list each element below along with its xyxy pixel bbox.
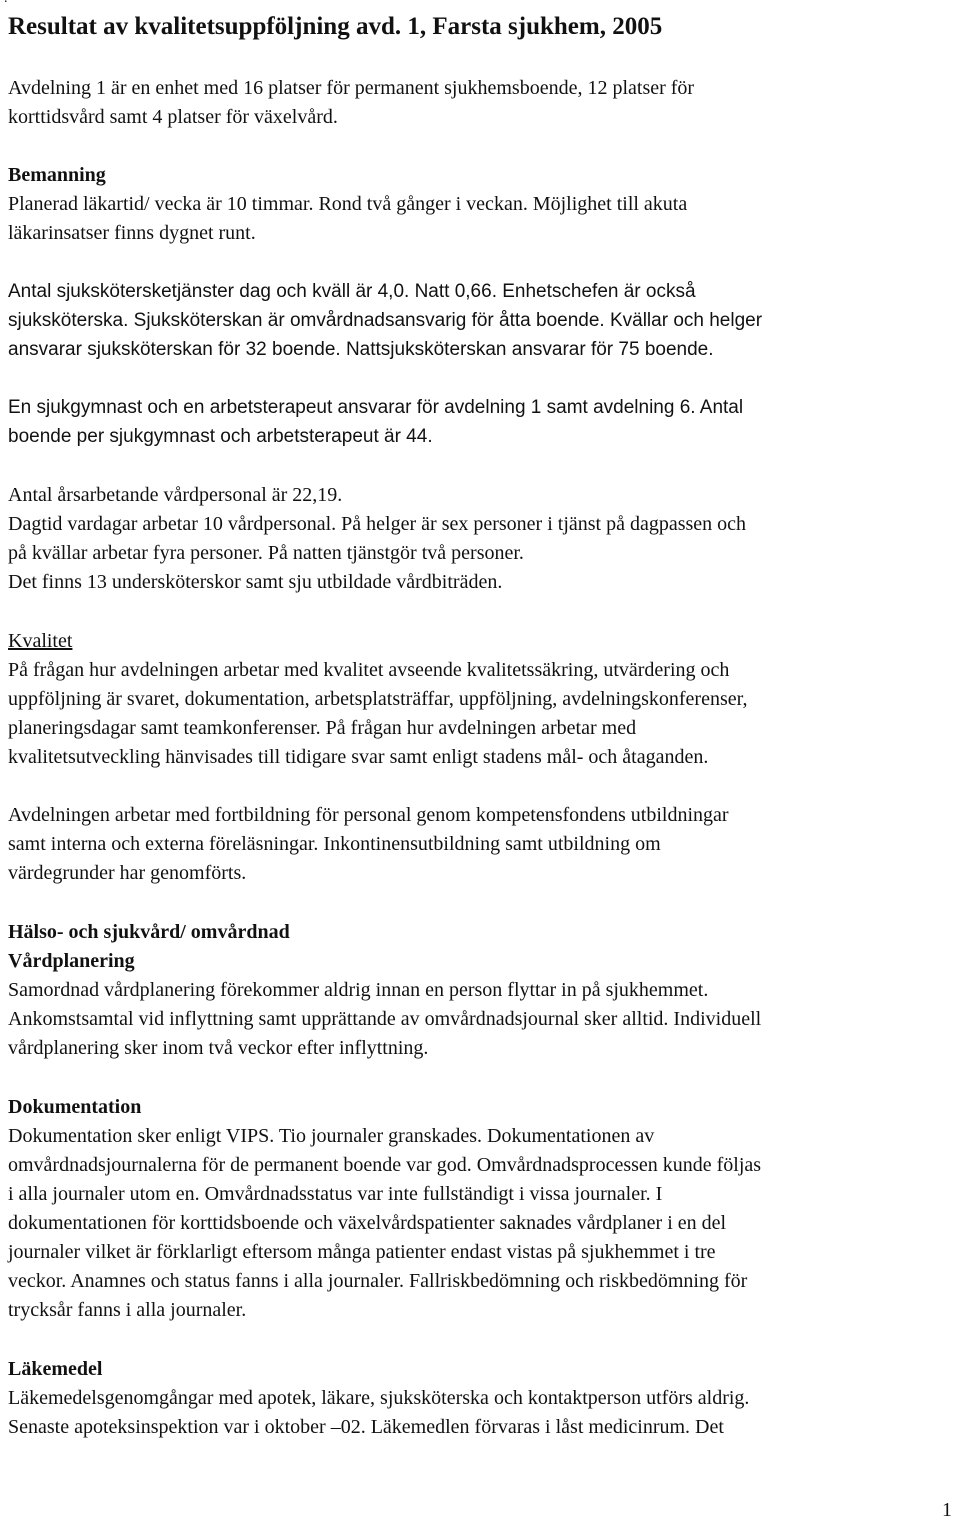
bemanning-paragraph-4: Antal årsarbetande vårdpersonal är 22,19. Dagtid vardagar arbetar 10 vårdpersonal. På helger är sex personer i tjänst på dagpassen och på kvällar arbetar fyra personer. På natten tjänstgör två personer. Det finns 13 undersköterskor samt sju utbildade vårdbiträden. xyxy=(8,484,747,593)
page-number: 1 xyxy=(942,1499,952,1521)
lakemedel-paragraph: Läkemedelsgenomgångar med apotek, läkare, sjuksköterska och kontaktperson utförs aldrig. Senaste apoteksinspektion var i oktober –02. Läkemedlen förvaras i låst medicinrum. Det xyxy=(8,1387,750,1438)
page-title: Resultat av kvalitetsuppföljning avd. 1, Farsta sjukhem, 2005 xyxy=(8,13,663,40)
bemanning-paragraph-1: Planerad läkartid/ vecka är 10 timmar. Rond två gånger i veckan. Möjlighet till akuta läkarinsatser finns dygnet runt. xyxy=(8,193,688,244)
section-heading-bemanning: Bemanning xyxy=(8,164,106,186)
bemanning-paragraph-2: Antal sjukskötersketjänster dag och kväll är 4,0. Natt 0,66. Enhetschefen är också sjuksköterska. Sjuksköterskan är omvårdnadsansvarig för åtta boende. Kvällar och helger ansvarar sjuksköterskan för 32 boende. Nattsjuksköterskan ansvarar för 75 boende. xyxy=(8,281,763,360)
corner-mark xyxy=(4,0,8,6)
subheading-vardplanering: Vårdplanering xyxy=(8,950,135,972)
section-heading-kvalitet: Kvalitet xyxy=(8,630,73,652)
dokumentation-paragraph: Dokumentation sker enligt VIPS. Tio journaler granskades. Dokumentationen av omvårdnadsjournalerna för de permanent boende var god. Omvårdnadsprocessen kunde följas i alla journaler utom en. Omvårdnadsstatus var inte fullständigt i vissa journaler. I dokumentationen för korttidsboende och växelvårdspatienter saknades vårdplaner i en del journaler vilket är förklarligt eftersom många patienter endast vistas på sjukhemmet i tre veckor. Anamnes och status fanns i alla journaler. Fallriskbedömning och riskbedömning för trycksår fanns i alla journaler. xyxy=(8,1125,762,1321)
section-heading-halso-sjukvard: Hälso- och sjukvård/ omvårdnad xyxy=(8,921,290,943)
bemanning-paragraph-3: En sjukgymnast och en arbetsterapeut ansvarar för avdelning 1 samt avdelning 6. Antal boende per sjukgymnast och arbetsterapeut är 44. xyxy=(8,397,744,447)
kvalitet-paragraph-1: På frågan hur avdelningen arbetar med kvalitet avseende kvalitetssäkring, utvärdering och uppföljning är svaret, dokumentation, arbetsplatsträffar, uppföljning, avdelningskonferenser, planeringsdagar samt teamkonferenser. På frågan hur avdelningen arbetar med kvalitetsutveckling hänvisades till tidigare svar samt enligt stadens mål- och åtaganden. xyxy=(8,659,748,768)
intro-paragraph: Avdelning 1 är en enhet med 16 platser för permanent sjukhemsboende, 12 platser för korttidsvård samt 4 platser för växelvård. xyxy=(8,77,695,128)
section-heading-lakemedel: Läkemedel xyxy=(8,1358,103,1380)
kvalitet-paragraph-2: Avdelningen arbetar med fortbildning för personal genom kompetensfondens utbildningar samt interna och externa föreläsningar. Inkontinensutbildning samt utbildning om värdegrunder har genomförts. xyxy=(8,804,729,884)
section-heading-dokumentation: Dokumentation xyxy=(8,1096,142,1118)
vardplanering-paragraph: Samordnad vårdplanering förekommer aldrig innan en person flyttar in på sjukhemmet. Ankomstsamtal vid inflyttning samt upprättande av omvårdnadsjournal sker alltid. Individuell vårdplanering sker inom två veckor efter inflyttning. xyxy=(8,979,762,1059)
